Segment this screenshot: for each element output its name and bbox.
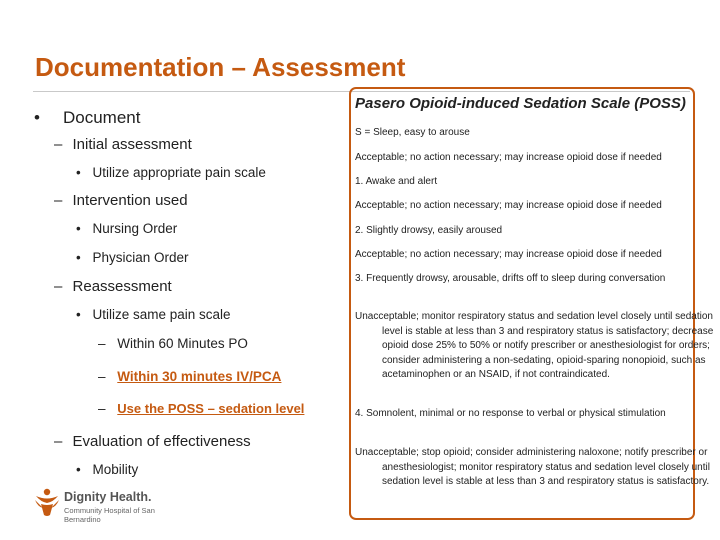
item-physician-order (76, 250, 189, 265)
item-nursing-order (76, 221, 177, 236)
assessment-outline (0, 0, 350, 540)
item-initial-assessment-label: Initial assessment (72, 136, 192, 153)
bullet-marker: • (76, 165, 81, 180)
item-within-60-label: Within 60 Minutes PO (117, 336, 248, 351)
dash-marker: – (98, 336, 106, 351)
item-within-60 (98, 336, 248, 351)
poss-action-1: Acceptable; no action necessary; may increase opioid dose if needed (355, 200, 662, 211)
dash-marker: – (54, 433, 63, 450)
bullet-marker: • (76, 307, 81, 322)
item-nursing-order-label: Nursing Order (92, 221, 178, 236)
item-within-30 (98, 369, 281, 384)
item-physician-order-label: Physician Order (92, 250, 189, 265)
poss-action-3: Unacceptable; monitor respiratory status and sedation level closely until sedation level is stable at less than 3 and respiratory status is satisfactory; decrease opioid dose 25% to 50% or notify prescriber or anesthesiologist for orders; consider administering a non-sedating, opioid-sparing nonopioid, such as acetaminophen or an NSAID, if not contraindicated. (355, 311, 714, 380)
poss-action-4: Unacceptable; stop opioid; consider administering naloxone; notify prescriber or anesthesiologist; monitor respiratory status and sedation level closely until sedation level is stable at less than 3 and respiratory status is satisfactory. (355, 447, 710, 487)
poss-action-s: Acceptable; no action necessary; may increase opioid dose if needed (355, 152, 662, 163)
poss-action-2: Acceptable; no action necessary; may increase opioid dose if needed (355, 249, 662, 260)
bullet-marker: • (76, 250, 81, 265)
bullet-document (34, 108, 141, 128)
within-30-link[interactable]: Within 30 minutes IV/PCA (117, 369, 282, 384)
bullet-marker: • (76, 462, 81, 477)
use-poss-link[interactable]: Use the POSS – sedation level (117, 401, 305, 416)
bullet-marker: • (76, 221, 81, 236)
logo-name: Dignity Health. (64, 490, 152, 504)
item-intervention-used-label: Intervention used (72, 192, 188, 209)
poss-level-3: 3. Frequently drowsy, arousable, drifts off to sleep during conversation (355, 273, 666, 284)
item-reassessment (54, 278, 172, 295)
item-pain-scale-2-label: Utilize same pain scale (92, 307, 231, 322)
poss-level-4: 4. Somnolent, minimal or no response to verbal or physical stimulation (355, 408, 666, 419)
poss-level-1: 1. Awake and alert (355, 176, 438, 187)
item-use-poss (98, 401, 304, 416)
item-evaluation (54, 433, 251, 450)
bullet-marker: • (34, 108, 40, 127)
dignity-health-logo-icon (33, 487, 61, 519)
item-mobility-label: Mobility (92, 462, 139, 477)
logo-subtitle: Community Hospital of San Bernardino (64, 506, 155, 524)
dash-marker: – (98, 401, 106, 416)
item-pain-scale-1 (76, 165, 266, 180)
item-mobility (76, 462, 138, 477)
item-evaluation-label: Evaluation of effectiveness (72, 433, 251, 450)
dash-marker: – (54, 278, 63, 295)
item-reassessment-label: Reassessment (72, 278, 172, 295)
poss-title: Pasero Opioid-induced Sedation Scale (POSS) (355, 95, 686, 112)
item-pain-scale-1-label: Utilize appropriate pain scale (92, 165, 266, 180)
dash-marker: – (98, 369, 106, 384)
item-pain-scale-2 (76, 307, 231, 322)
item-initial-assessment (54, 136, 192, 153)
poss-level-2: 2. Slightly drowsy, easily aroused (355, 225, 503, 236)
dash-marker: – (54, 136, 63, 153)
item-intervention-used (54, 192, 188, 209)
bullet-document-label: Document (63, 108, 141, 127)
poss-level-s: S = Sleep, easy to arouse (355, 127, 470, 138)
dash-marker: – (54, 192, 63, 209)
slide-title: Documentation – Assessment (35, 52, 406, 82)
